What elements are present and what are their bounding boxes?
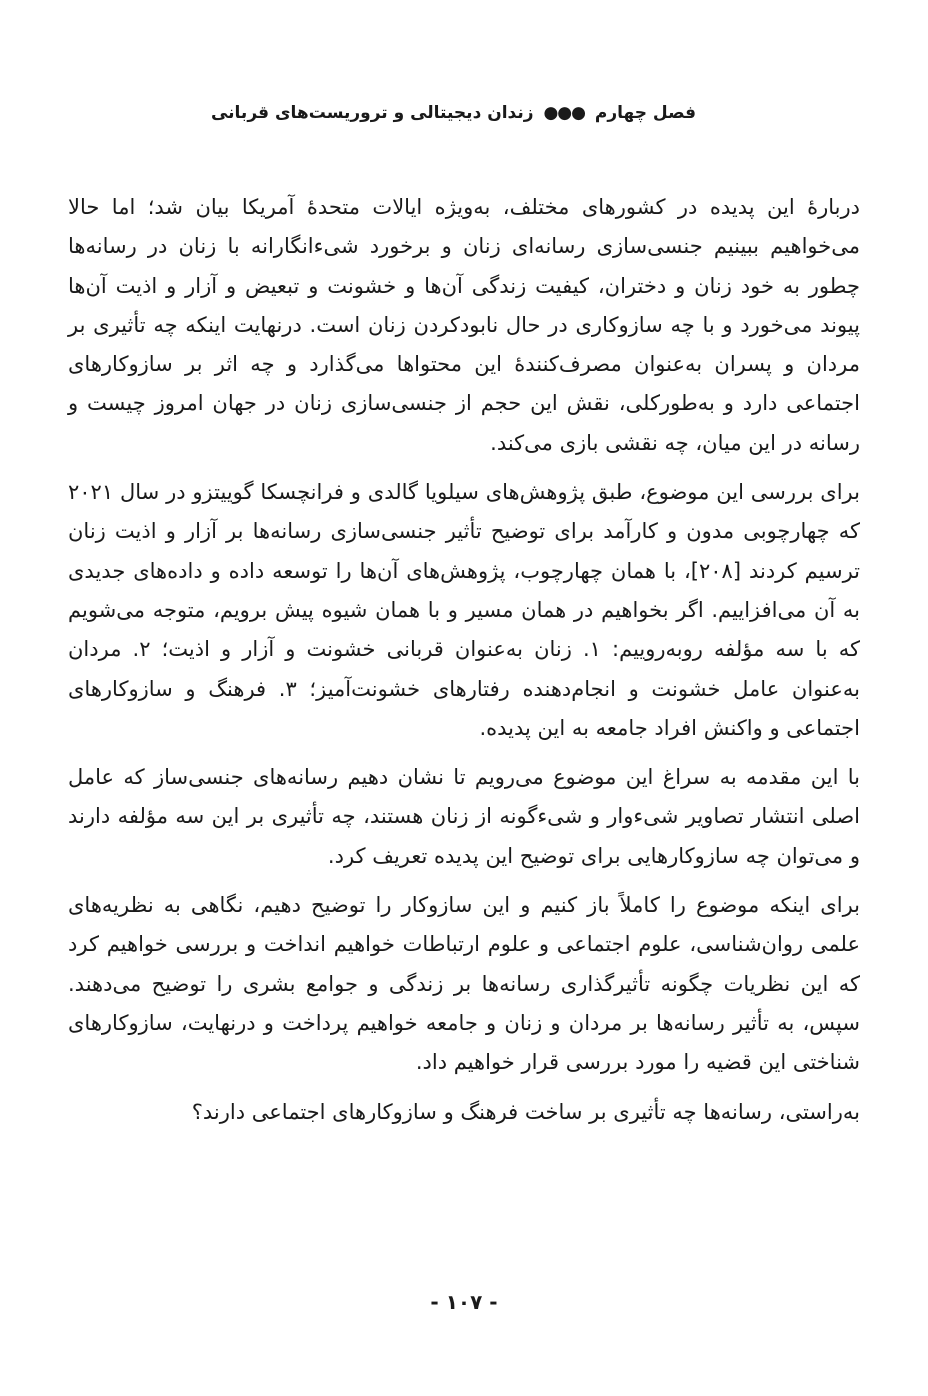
chapter-title: زندان دیجیتالی و تروریست‌های قربانی bbox=[210, 103, 534, 123]
header-separator: ●●● bbox=[543, 103, 585, 123]
paragraph-4: برای اینکه موضوع را کاملاً باز کنیم و این سازوکار را توضیح دهیم، نگاهی به نظریه‌های علمی روان‌شناسی، علوم اجتماعی و علوم ارتباطات خواهیم انداخت و بررسی خواهیم کرد که این نظریات چگونه تأثیرگذاری رسانه‌ها بر زندگی و جوامع بشری را توضیح می‌دهند. سپس، به تأثیر رسانه‌ها بر مردان و زنان و جامعه خواهیم پرداخت و درنهایت، سازوکارهای شناختی این قضیه را مورد بررسی قرار خواهیم داد. bbox=[68, 893, 860, 1075]
paragraph-2: برای بررسی این موضوع، طبق پژوهش‌های سیلویا گالدی و فرانچسکا گوییتزو در سال ۲۰۲۱ که چهارچوبی مدون و کارآمد برای توضیح تأثیر جنسی‌سازی رسانه‌ها بر آزار و اذیت زنان ترسیم کردند [۲۰۸]، با همان چهارچوب، پژوهش‌های آن‌ها را توسعه داده و داده‌های جدیدی به آن می‌افزاییم. اگر بخواهیم در همان مسیر و با همان شیوه پیش برویم، متوجه می‌شویم که با سه مؤلفه روبه‌روییم: ۱. زنان به‌عنوان قربانی خشونت و آزار و اذیت؛ ۲. مردان به‌عنوان عامل خشونت و انجام‌دهنده رفتارهای خشونت‌آمیز؛ ۳. فرهنگ و سازوکارهای اجتماعی و واکنش افراد جامعه به این پدیده. bbox=[68, 480, 861, 740]
page-number: - ۱۰۷ - bbox=[430, 1290, 498, 1314]
running-header bbox=[210, 100, 696, 126]
paragraph-3: با این مقدمه به سراغ این موضوع می‌رویم تا نشان دهیم رسانه‌های جنسی‌ساز که عامل اصلی انتشار تصاویر شیءوار و شیءگونه از زنان هستند، چه تأثیری بر این سه مؤلفه دارند و می‌توان چه سازوکارهایی برای توضیح این پدیده تعریف کرد. bbox=[68, 765, 860, 868]
body-text bbox=[68, 188, 860, 1142]
chapter-label: فصل چهارم bbox=[594, 103, 696, 123]
paragraph-1: دربارهٔ این پدیده در کشورهای مختلف، به‌ویژه ایالات متحدهٔ آمریکا بیان شد؛ اما حالا می‌خواهیم ببینیم جنسی‌سازی رسانه‌ای زنان و برخورد شیءانگارانه با زنان در رسانه‌ها چطور به خود زنان و دختران، کیفیت زندگی آن‌ها و خشونت و تبعیض و آزار و اذیت آن‌ها پیوند می‌خورد و با چه سازوکاری در حال نابودکردن زنان است. درنهایت اینکه چه تأثیری بر مردان و پسران به‌عنوان مصرف‌کنندهٔ این محتواها می‌گذارد و چه اثر بر سازوکارهای اجتماعی دارد و به‌طورکلی، نقش این حجم از جنسی‌سازی زنان در جهان امروز چیست و رسانه در این میان، چه نقشی بازی می‌کند. bbox=[68, 195, 860, 455]
paragraph-question: به‌راستی، رسانه‌ها چه تأثیری بر ساخت فرهنگ و سازوکارهای اجتماعی دارند؟ bbox=[191, 1099, 860, 1124]
